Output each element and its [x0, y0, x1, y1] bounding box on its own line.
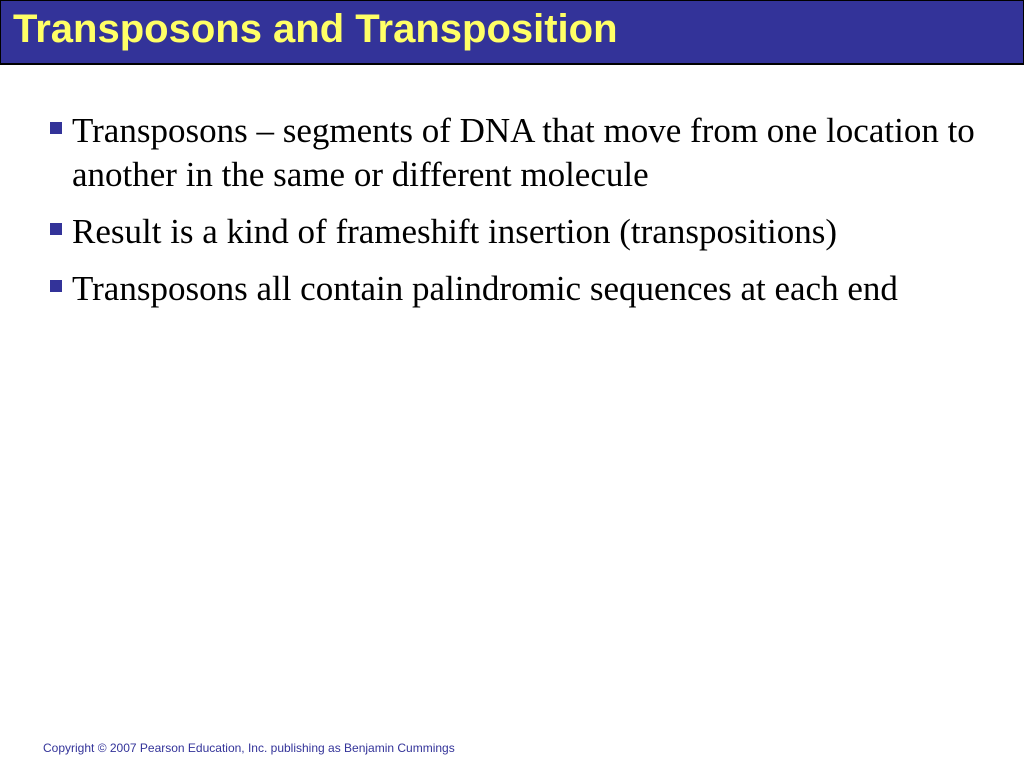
title-bar	[0, 0, 1024, 65]
copyright-footer: Copyright © 2007 Pearson Education, Inc. publishing as Benjamin Cummings	[43, 741, 455, 755]
square-bullet-icon	[50, 122, 62, 134]
slide-title: Transposons and Transposition	[13, 7, 618, 51]
bullet-text: Result is a kind of frameshift insertion (transpositions)	[72, 212, 838, 251]
bullet-item	[46, 109, 1006, 197]
bullet-item	[46, 210, 1006, 254]
bullet-list	[46, 109, 1006, 324]
bullet-text: Transposons – segments of DNA that move from one location to another in the same or different molecule	[72, 111, 975, 194]
bullet-text: Transposons all contain palindromic sequences at each end	[72, 269, 898, 308]
square-bullet-icon	[50, 280, 62, 292]
bullet-item	[46, 267, 1006, 311]
square-bullet-icon	[50, 223, 62, 235]
